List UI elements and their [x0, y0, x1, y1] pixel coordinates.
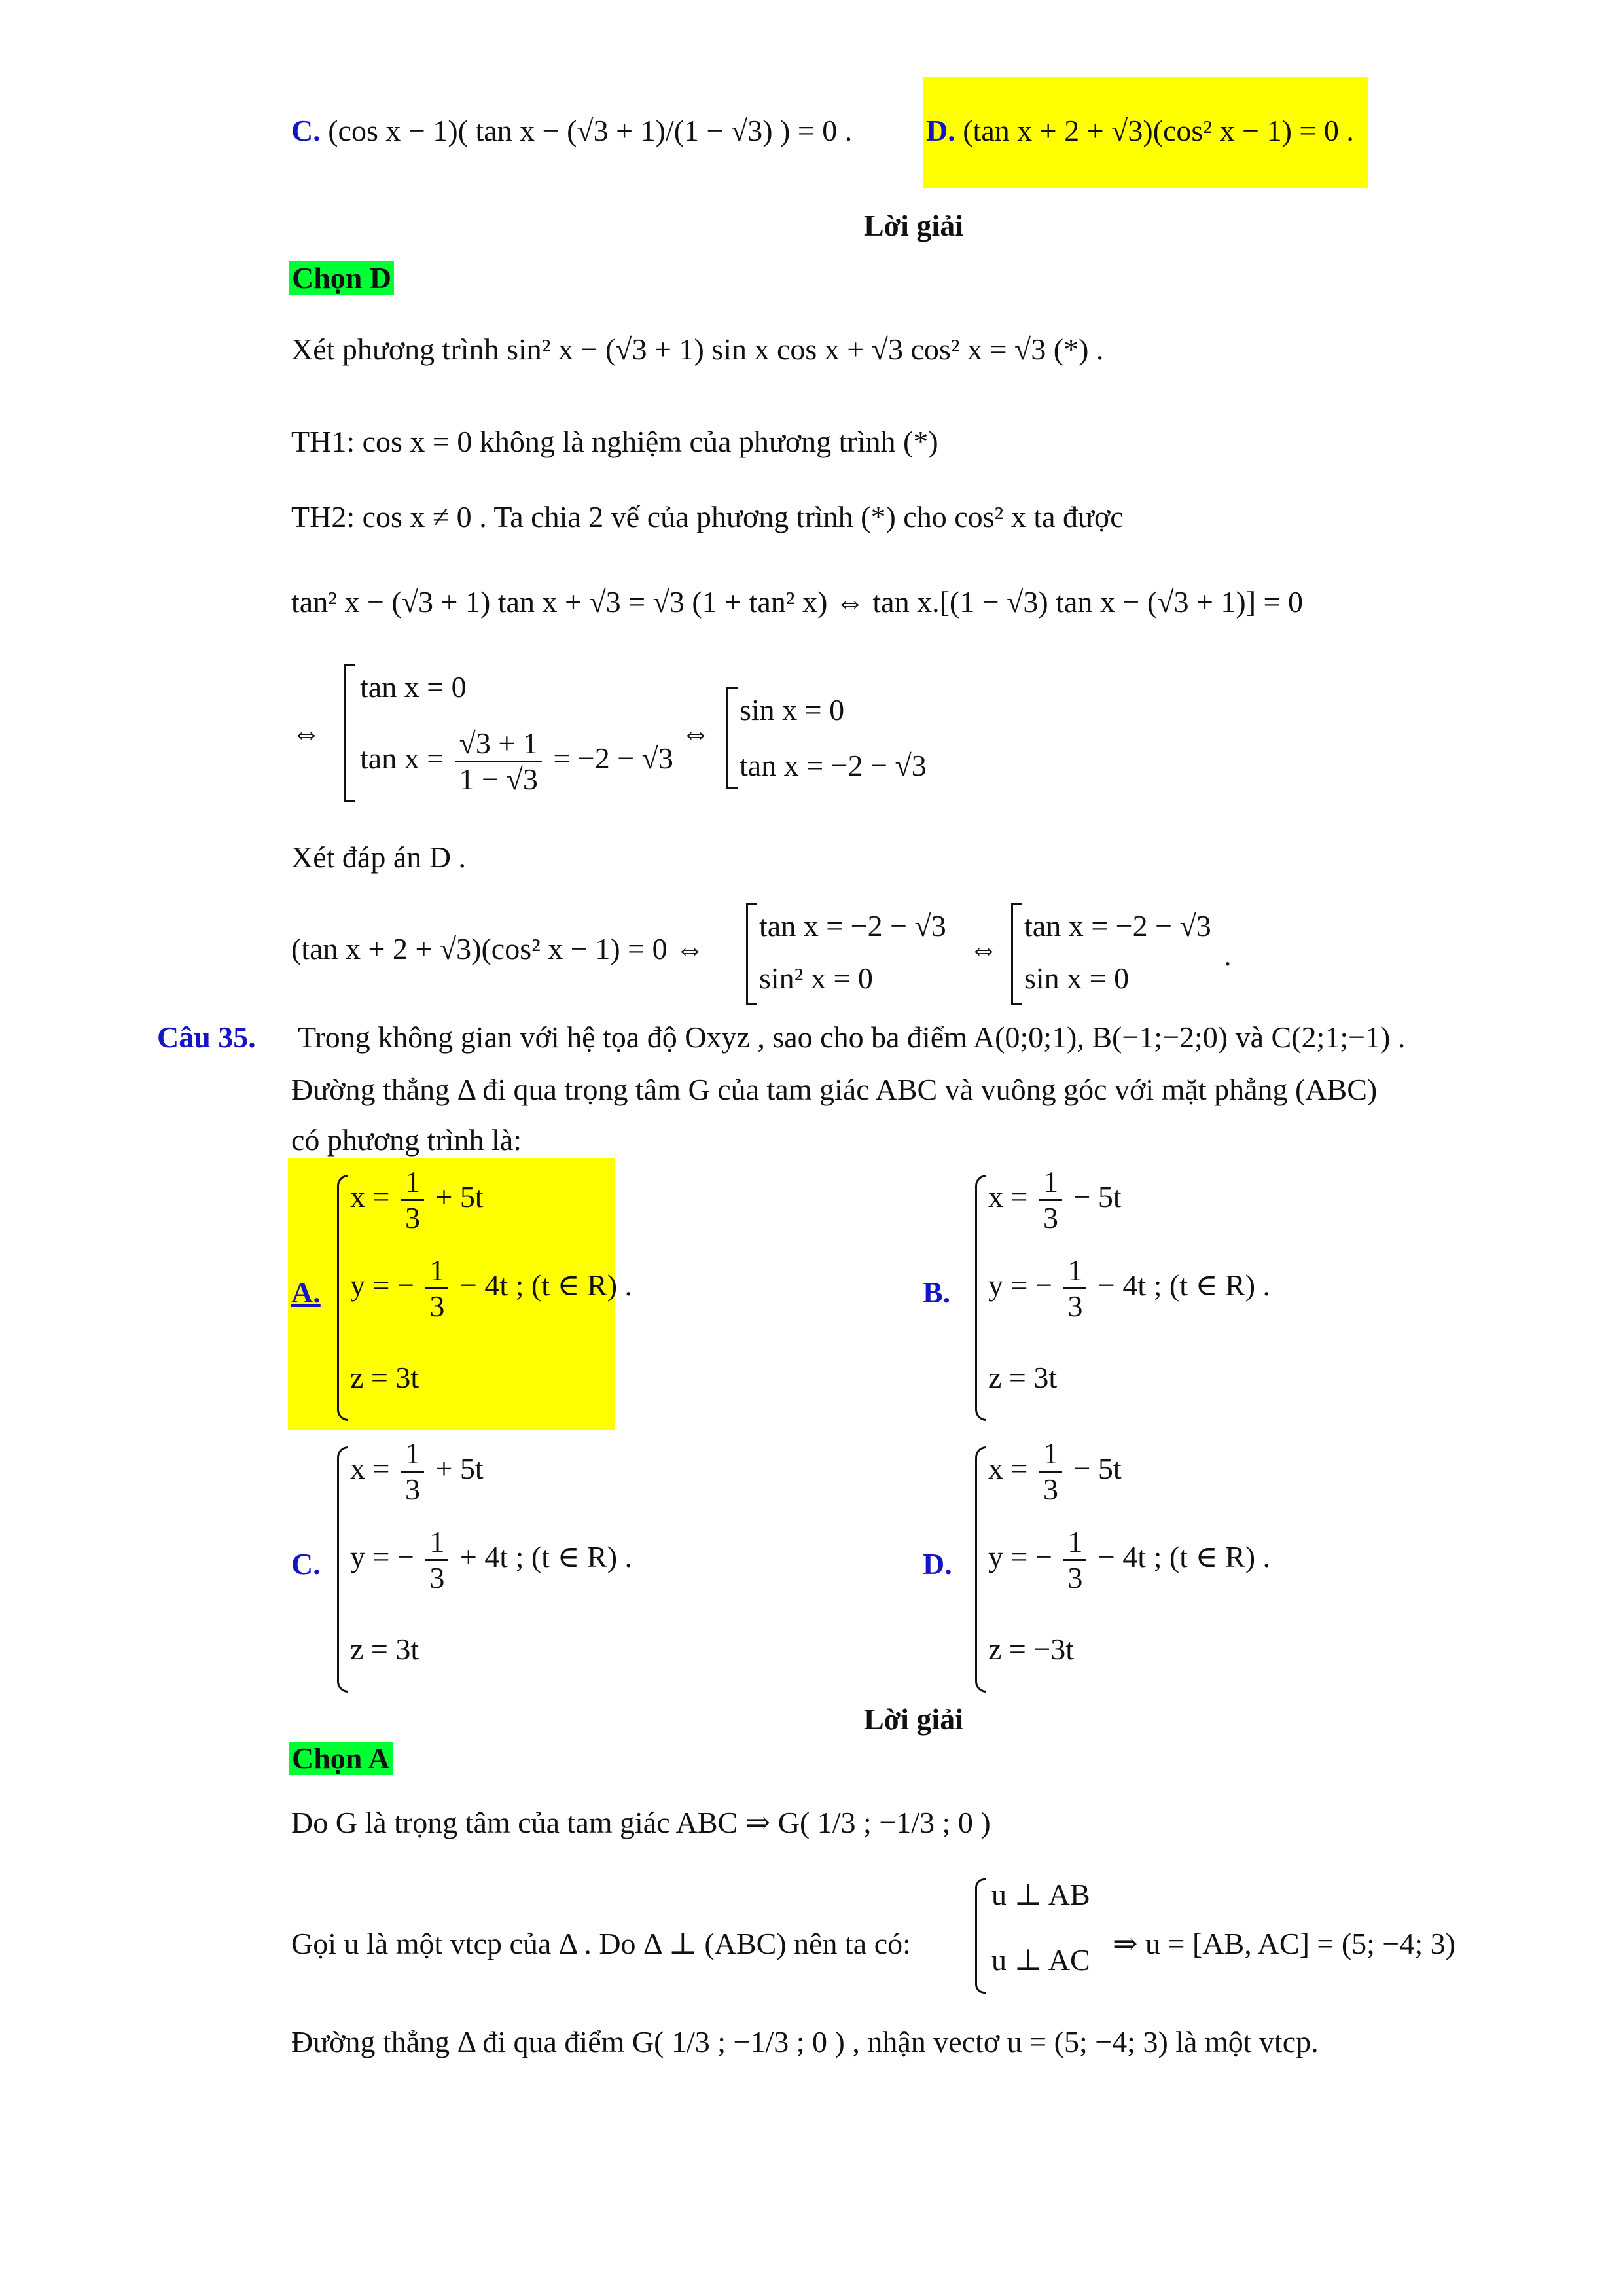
solution1-check-left: (tan x + 2 + √3)(cos² x − 1) = 0 ⇔: [291, 932, 705, 965]
check-system2-b: sin x = 0: [1024, 961, 1130, 995]
option-d[interactable]: [923, 1433, 1315, 1702]
solution2-line1-text: Do G là trọng tâm của tam giác: [291, 1806, 670, 1839]
option-a-x-left: x =: [350, 1180, 390, 1214]
option-c-x-num: 1: [401, 1437, 424, 1473]
solution1-check-text: Xét đáp án D .: [291, 840, 466, 874]
check-system1-bracket: [746, 903, 757, 1005]
solution2-line3-text: Đường thẳng Δ đi qua điểm: [291, 2025, 625, 2058]
question35-line1: Trong không gian với hệ tọa độ Oxyz , sao cho ba điểm A(0;0;1), B(−1;−2;0) và C(2;1;−1) .: [298, 1020, 1406, 1054]
th1-text: không là nghiệm của phương trình (*): [479, 425, 938, 458]
system2-bracket: [726, 687, 738, 789]
check-equiv: ⇔: [969, 932, 999, 965]
option-b-x-num: 1: [1039, 1165, 1062, 1201]
option-b-x: [988, 1165, 1122, 1235]
option-b-x-frac: [1039, 1165, 1062, 1235]
option-b-x-left: x =: [988, 1180, 1028, 1214]
option-b-x-den: 3: [1043, 1201, 1058, 1234]
option-c-y: [350, 1525, 632, 1595]
solution1-line1-text: Xét phương trình: [291, 332, 499, 366]
option-c-y-den: 3: [429, 1561, 445, 1594]
check-system1-b: sin² x = 0: [759, 961, 873, 995]
solution2-sys-result: ⇒ u = [AB, AC] = (5; −4; 3): [1113, 1927, 1455, 1960]
th1-label: TH1:: [291, 425, 355, 458]
solution1-equiv-1: ⇔: [291, 716, 321, 749]
option-b-y-num: 1: [1063, 1253, 1086, 1289]
th1-expr: cos x = 0: [362, 425, 473, 458]
option-a-y-frac: [425, 1253, 448, 1323]
top-option-d-label: D.: [926, 114, 955, 147]
th2-text: . Ta chia 2 vế của phương trình (*) cho cos² x ta được: [479, 500, 1124, 533]
th2-label: TH2:: [291, 500, 355, 533]
option-c-y-right: + 4t ; (t ∈ R) .: [459, 1540, 633, 1574]
solution1-equiv-2: ⇔: [681, 716, 711, 749]
option-c-brace: [337, 1446, 348, 1693]
option-a-x-num: 1: [401, 1165, 424, 1201]
option-a-x-right: + 5t: [435, 1180, 484, 1214]
solution1-choice: [289, 260, 394, 295]
solution2-line2: [291, 1924, 911, 1964]
option-d-y-num: 1: [1063, 1525, 1086, 1561]
solution1-eq-line: tan² x − (√3 + 1) tan x + √3 = √3 (1 + tan² x) ⇔ tan x.[(1 − √3) tan x − (√3 + 1)] = 0: [291, 585, 1303, 619]
system1-b-den: 1 − √3: [459, 762, 538, 796]
system1-b-left: tan x =: [360, 742, 444, 776]
option-d-x-num: 1: [1039, 1437, 1062, 1473]
option-a-y-num: 1: [425, 1253, 448, 1289]
solution2-sys-b: u ⊥ AC: [991, 1943, 1090, 1977]
question35-line2: Đường thẳng Δ đi qua trọng tâm G của tam giác ABC và vuông góc với mặt phẳng (ABC): [291, 1073, 1378, 1106]
solution2-system-brace: [975, 1878, 986, 1994]
option-d-x-left: x =: [988, 1452, 1028, 1486]
solution1-line1-expr: sin² x − (√3 + 1) sin x cos x + √3 cos² x = √3 (*) .: [507, 332, 1104, 366]
option-d-y-left: y = −: [988, 1540, 1052, 1574]
system1-b-num: √3 + 1: [455, 726, 542, 762]
system2-b: tan x = −2 − √3: [740, 749, 927, 782]
system1-b-right: = −2 − √3: [553, 742, 673, 776]
option-b-brace: [975, 1175, 986, 1421]
solution2-line1-expr: ABC ⇒ G( 1/3 ; −1/3 ; 0 ): [675, 1806, 991, 1839]
option-c-x-frac: [401, 1437, 424, 1507]
check-system1-a: tan x = −2 − √3: [759, 909, 946, 942]
option-a-y: [350, 1253, 632, 1323]
check-system2-bracket: [1011, 903, 1022, 1005]
option-b-label: B.: [923, 1276, 951, 1309]
question35-label: Câu 35.: [157, 1020, 256, 1054]
option-b-z: z = 3t: [988, 1361, 1058, 1394]
solution2-line3: [291, 2022, 1319, 2062]
solution2-line3-point: G( 1/3 ; −1/3 ; 0 ): [632, 2025, 845, 2058]
option-c-label: C.: [291, 1547, 321, 1581]
option-c-y-num: 1: [425, 1525, 448, 1561]
solution1-th1: [291, 422, 938, 461]
option-d-y-frac: [1063, 1525, 1086, 1595]
option-d-brace: [975, 1446, 986, 1693]
system1-b-fraction: [455, 726, 542, 797]
option-c-x-left: x =: [350, 1452, 390, 1486]
option-c[interactable]: [288, 1433, 681, 1702]
option-b-x-right: − 5t: [1073, 1180, 1122, 1214]
option-a-x-frac: [401, 1165, 424, 1235]
option-d-x-den: 3: [1043, 1473, 1058, 1506]
question35-line3: có phương trình là:: [291, 1123, 522, 1157]
option-b-y-den: 3: [1067, 1289, 1083, 1323]
option-a-y-den: 3: [429, 1289, 445, 1323]
system1-bracket: [344, 664, 355, 802]
option-d-label: D.: [923, 1547, 952, 1581]
option-b-y-right: − 4t ; (t ∈ R) .: [1097, 1268, 1271, 1302]
top-option-d: [926, 111, 1354, 151]
solution2-choice-label: Chọn A: [289, 1742, 393, 1775]
option-c-x-right: + 5t: [435, 1452, 484, 1486]
solution2-line2-text: Gọi u là một vtcp của Δ . Do Δ ⊥ (ABC) nên ta có:: [291, 1927, 911, 1960]
option-a-y-right: − 4t ; (t ∈ R) .: [459, 1268, 633, 1302]
option-b-y-frac: [1063, 1253, 1086, 1323]
solution2-choice: [289, 1741, 393, 1776]
solution2-line1: [291, 1803, 991, 1842]
option-a-y-left: y = −: [350, 1268, 414, 1302]
option-d-y: [988, 1525, 1270, 1595]
option-b[interactable]: [923, 1162, 1315, 1430]
option-d-x: [988, 1437, 1122, 1507]
system2-a: sin x = 0: [740, 693, 845, 726]
option-d-x-right: − 5t: [1073, 1452, 1122, 1486]
top-option-c-label: C.: [291, 114, 321, 147]
solution2-line3-tail: , nhận vectơ u = (5; −4; 3) là một vtcp.: [852, 2025, 1319, 2058]
option-a-label: A.: [291, 1276, 321, 1309]
option-c-x-den: 3: [404, 1473, 420, 1506]
option-a-x: [350, 1165, 484, 1235]
check-system2-a: tan x = −2 − √3: [1024, 909, 1211, 942]
top-option-c: [291, 111, 852, 190]
option-a[interactable]: [288, 1162, 633, 1430]
system1-a: tan x = 0: [360, 670, 467, 704]
solution2-sys-a: u ⊥ AB: [991, 1878, 1090, 1911]
solution1-choice-label: Chọn D: [289, 261, 394, 295]
option-c-y-left: y = −: [350, 1540, 414, 1574]
solution1-th2: [291, 497, 1124, 537]
option-b-y: [988, 1253, 1270, 1323]
option-d-x-frac: [1039, 1437, 1062, 1507]
check-period: .: [1224, 939, 1232, 972]
option-a-z: z = 3t: [350, 1361, 419, 1394]
solution2-system: [975, 1872, 1499, 1996]
top-option-c-expr: (cos x − 1)( tan x − (√3 + 1)/(1 − √3) ) = 0 .: [328, 114, 853, 147]
option-d-y-den: 3: [1067, 1561, 1083, 1594]
option-a-brace: [337, 1175, 348, 1421]
option-d-z: z = −3t: [988, 1632, 1075, 1666]
th2-expr: cos x ≠ 0: [362, 500, 472, 533]
system1-b: [360, 726, 673, 797]
option-c-y-frac: [425, 1525, 448, 1595]
option-c-x: [350, 1437, 484, 1507]
solution1-line1: [291, 330, 1103, 369]
top-option-d-expr: (tan x + 2 + √3)(cos² x − 1) = 0 .: [963, 114, 1354, 147]
option-c-z: z = 3t: [350, 1632, 419, 1666]
option-b-y-left: y = −: [988, 1268, 1052, 1302]
solution1-heading: Lời giải: [864, 209, 963, 242]
option-a-x-den: 3: [404, 1201, 420, 1234]
option-d-y-right: − 4t ; (t ∈ R) .: [1097, 1540, 1271, 1574]
solution2-heading: Lời giải: [864, 1702, 963, 1736]
